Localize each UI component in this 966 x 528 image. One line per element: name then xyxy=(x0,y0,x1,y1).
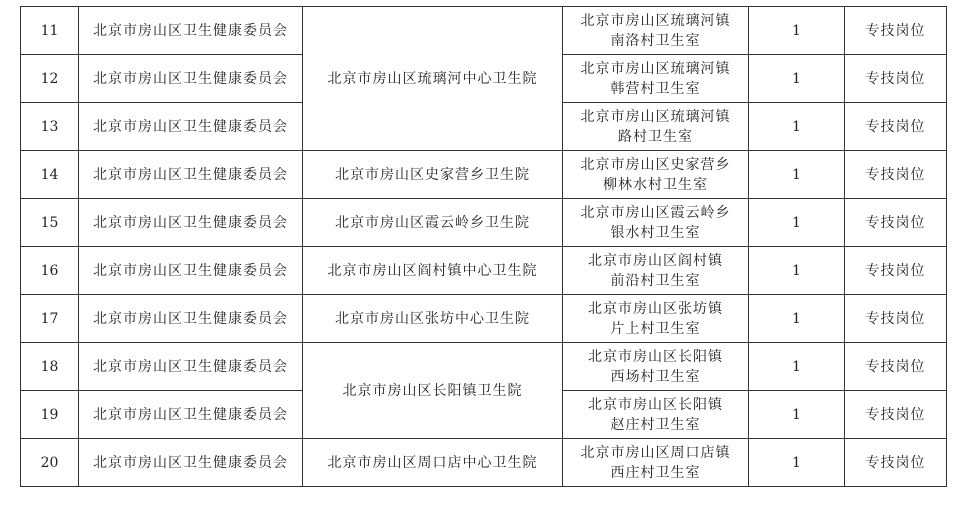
agency-cell: 北京市房山区卫生健康委员会 xyxy=(79,199,303,247)
site-line-2: 西庄村卫生室 xyxy=(610,464,701,481)
count-cell: 1 xyxy=(749,7,845,55)
site-cell xyxy=(563,103,749,151)
agency-cell: 北京市房山区卫生健康委员会 xyxy=(79,151,303,199)
agency-cell: 北京市房山区卫生健康委员会 xyxy=(79,247,303,295)
type-cell: 专技岗位 xyxy=(845,7,947,55)
unit-cell: 北京市房山区阎村镇中心卫生院 xyxy=(303,247,563,295)
agency-cell: 北京市房山区卫生健康委员会 xyxy=(79,343,303,391)
count-cell: 1 xyxy=(749,151,845,199)
site-line-2: 南洛村卫生室 xyxy=(610,32,701,49)
table-row xyxy=(21,343,947,391)
table-row xyxy=(21,151,947,199)
site-line-2: 柳林水村卫生室 xyxy=(603,176,708,193)
type-cell: 专技岗位 xyxy=(845,151,947,199)
table-row xyxy=(21,439,947,487)
type-cell: 专技岗位 xyxy=(845,439,947,487)
site-cell xyxy=(563,343,749,391)
site-cell xyxy=(563,55,749,103)
positions-table xyxy=(20,6,947,487)
row-number: 16 xyxy=(21,247,79,295)
unit-cell: 北京市房山区琉璃河中心卫生院 xyxy=(303,7,563,151)
row-number: 14 xyxy=(21,151,79,199)
table-row xyxy=(21,199,947,247)
site-cell xyxy=(563,7,749,55)
count-cell: 1 xyxy=(749,439,845,487)
site-line-2: 韩营村卫生室 xyxy=(610,80,701,97)
site-line-1: 北京市房山区霞云岭乡 xyxy=(580,204,731,221)
site-line-1: 北京市房山区琉璃河镇 xyxy=(580,60,731,77)
site-line-2: 赵庄村卫生室 xyxy=(610,416,701,433)
site-line-2: 片上村卫生室 xyxy=(610,320,701,337)
agency-cell: 北京市房山区卫生健康委员会 xyxy=(79,295,303,343)
site-line-1: 北京市房山区琉璃河镇 xyxy=(580,108,731,125)
count-cell: 1 xyxy=(749,295,845,343)
count-cell: 1 xyxy=(749,103,845,151)
row-number: 13 xyxy=(21,103,79,151)
site-cell xyxy=(563,247,749,295)
agency-cell: 北京市房山区卫生健康委员会 xyxy=(79,7,303,55)
type-cell: 专技岗位 xyxy=(845,247,947,295)
table-row xyxy=(21,7,947,55)
type-cell: 专技岗位 xyxy=(845,391,947,439)
unit-cell: 北京市房山区长阳镇卫生院 xyxy=(303,343,563,439)
site-cell xyxy=(563,295,749,343)
row-number: 19 xyxy=(21,391,79,439)
table-row xyxy=(21,247,947,295)
unit-cell: 北京市房山区张坊中心卫生院 xyxy=(303,295,563,343)
site-line-1: 北京市房山区阎村镇 xyxy=(588,252,723,269)
site-line-2: 银水村卫生室 xyxy=(610,224,701,241)
site-line-2: 前沿村卫生室 xyxy=(610,272,701,289)
row-number: 20 xyxy=(21,439,79,487)
count-cell: 1 xyxy=(749,55,845,103)
site-line-1: 北京市房山区长阳镇 xyxy=(588,348,723,365)
type-cell: 专技岗位 xyxy=(845,199,947,247)
agency-cell: 北京市房山区卫生健康委员会 xyxy=(79,391,303,439)
agency-cell: 北京市房山区卫生健康委员会 xyxy=(79,103,303,151)
site-line-1: 北京市房山区周口店镇 xyxy=(580,444,731,461)
site-line-1: 北京市房山区长阳镇 xyxy=(588,396,723,413)
site-cell xyxy=(563,391,749,439)
agency-cell: 北京市房山区卫生健康委员会 xyxy=(79,55,303,103)
site-line-2: 路村卫生室 xyxy=(618,128,693,145)
unit-cell: 北京市房山区史家营乡卫生院 xyxy=(303,151,563,199)
type-cell: 专技岗位 xyxy=(845,103,947,151)
count-cell: 1 xyxy=(749,391,845,439)
unit-cell: 北京市房山区霞云岭乡卫生院 xyxy=(303,199,563,247)
unit-cell: 北京市房山区周口店中心卫生院 xyxy=(303,439,563,487)
row-number: 17 xyxy=(21,295,79,343)
site-line-1: 北京市房山区琉璃河镇 xyxy=(580,12,731,29)
count-cell: 1 xyxy=(749,247,845,295)
site-cell xyxy=(563,439,749,487)
count-cell: 1 xyxy=(749,343,845,391)
agency-cell: 北京市房山区卫生健康委员会 xyxy=(79,439,303,487)
site-line-1: 北京市房山区张坊镇 xyxy=(588,300,723,317)
site-line-1: 北京市房山区史家营乡 xyxy=(580,156,731,173)
type-cell: 专技岗位 xyxy=(845,55,947,103)
type-cell: 专技岗位 xyxy=(845,343,947,391)
site-cell xyxy=(563,199,749,247)
table-row xyxy=(21,295,947,343)
row-number: 12 xyxy=(21,55,79,103)
type-cell: 专技岗位 xyxy=(845,295,947,343)
row-number: 11 xyxy=(21,7,79,55)
row-number: 18 xyxy=(21,343,79,391)
row-number: 15 xyxy=(21,199,79,247)
count-cell: 1 xyxy=(749,199,845,247)
site-cell xyxy=(563,151,749,199)
site-line-2: 西场村卫生室 xyxy=(610,368,701,385)
